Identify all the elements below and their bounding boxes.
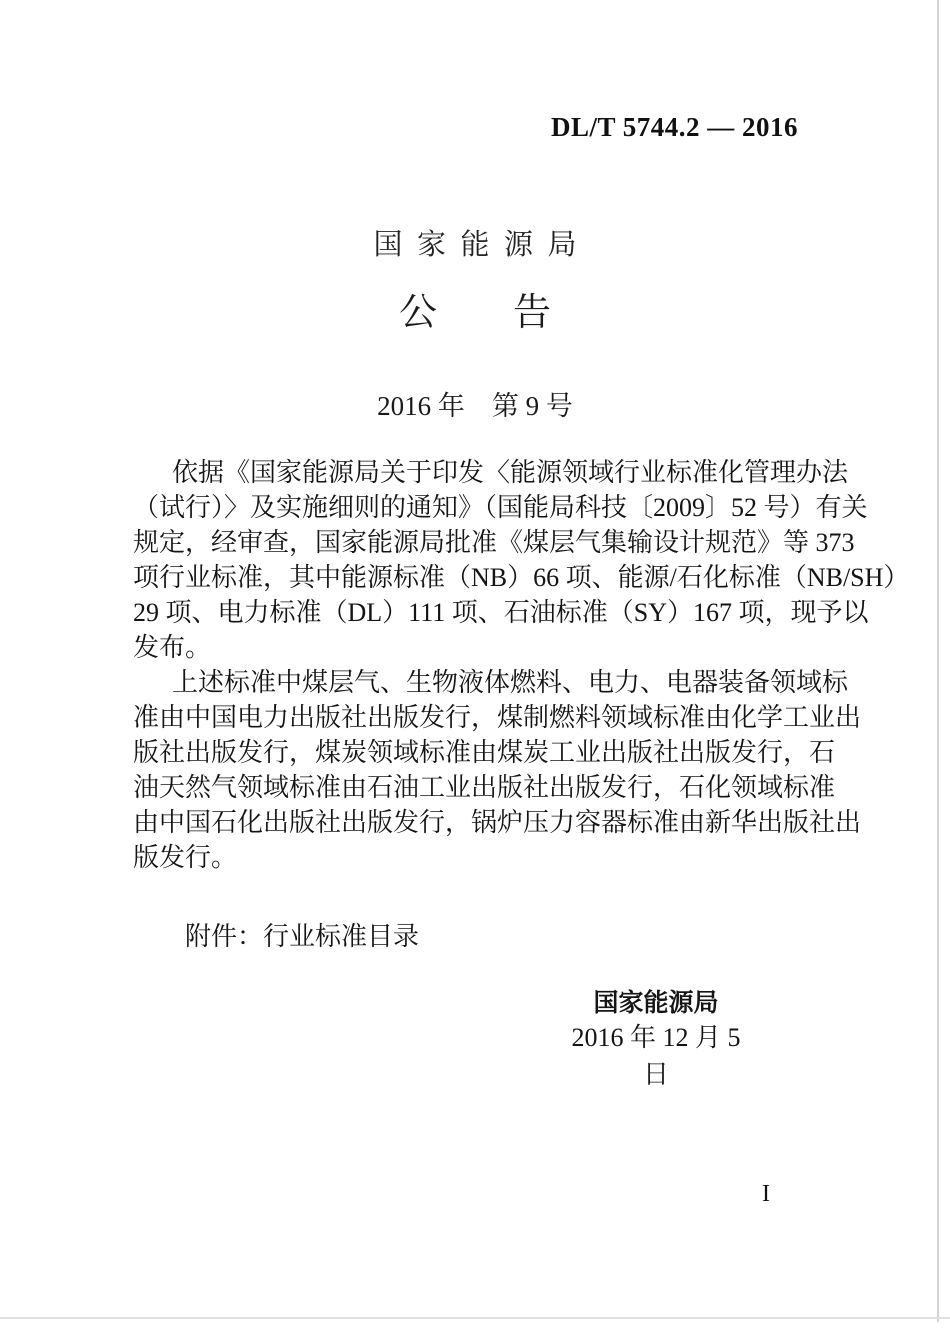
body-line: 29 项、电力标准（DL）111 项、石油标准（SY）167 项，现予以 [133,598,869,627]
body-line: 依据《国家能源局关于印发〈能源领域行业标准化管理办法 [172,458,849,487]
agency-title: 国家能源局 [373,229,591,261]
body-line: 准由中国电力出版社出版发行，煤制燃料领域标准由化学工业出 [133,703,862,732]
paragraph-publishers [133,665,862,875]
body-line: 项行业标准，其中能源标准（NB）66 项、能源/石化标准（NB/SH） [133,563,910,592]
body-line: 版发行。 [133,843,238,872]
body-line: 油天然气领域标准由石油工业出版社出版发行，石化领域标准 [133,773,836,802]
scan-edge-right [937,0,939,1322]
body-line: （试行）〉及实施细则的通知》（国能局科技〔2009〕52 号）有关 [133,493,868,522]
standard-code-header: DL/T 5744.2 — 2016 [550,112,798,142]
body-line: 由中国石化出版社出版发行，锅炉压力容器标准由新华出版社出 [133,808,862,837]
issue-number-line: 2016 年 第 9 号 [377,391,573,421]
paragraph-approval [133,455,910,665]
signature-agency: 国家能源局 [593,989,719,1017]
page-number: I [762,1181,770,1207]
scan-edge-bottom [0,1317,950,1319]
body-line: 规定，经审查，国家能源局批准《煤层气集输设计规范》等 373 [133,528,855,557]
announcement-title: 公 告 [398,292,551,334]
body-line: 上述标准中煤层气、生物液体燃料、电力、电器装备领域标 [172,668,849,697]
announcement-body [133,455,910,875]
signature-date: 2016 年 12 月 5 日 [571,1023,741,1089]
body-line: 发布。 [133,633,212,662]
body-line: 版社出版发行，煤炭领域标准由煤炭工业出版社出版发行，石 [133,738,836,767]
attachment-note: 附件：行业标准目录 [185,922,420,951]
